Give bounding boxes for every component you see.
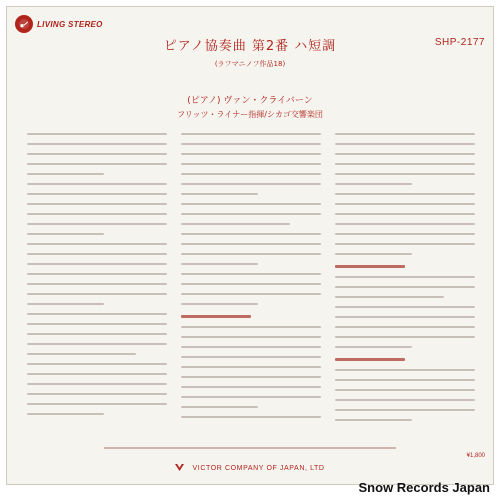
victor-mark-icon (175, 456, 184, 463)
body-text-line (335, 389, 475, 391)
body-text-line (335, 296, 444, 298)
body-text-line (181, 203, 321, 205)
body-text-line (181, 396, 321, 398)
body-text-line (335, 153, 475, 155)
body-text-line (181, 406, 258, 408)
body-text-line (27, 263, 167, 265)
body-text-line (335, 243, 475, 245)
body-text-line (27, 203, 167, 205)
watermark: Snow Records Japan (358, 480, 490, 495)
body-text-line (27, 253, 167, 255)
body-text-line (335, 193, 475, 195)
body-text-line (27, 343, 167, 345)
body-text-line (335, 173, 475, 175)
body-text-line (335, 306, 475, 308)
liner-notes-column-3 (335, 133, 475, 431)
body-text-line (181, 293, 321, 295)
body-text-line (181, 386, 321, 388)
body-text-line (27, 143, 167, 145)
footer-notice-line (104, 447, 396, 449)
liner-notes-column-2 (181, 133, 321, 431)
body-text-line (27, 243, 167, 245)
body-text-line (335, 253, 412, 255)
body-text-line (335, 133, 475, 135)
body-text-line (27, 323, 167, 325)
body-text-line (27, 133, 167, 135)
body-text-line (181, 143, 321, 145)
label-logo-text: LIVING STEREO (37, 19, 103, 29)
conductor-credit: フリッツ・ライナー指揮/シカゴ交響楽団 (177, 110, 323, 119)
body-text-line (181, 253, 321, 255)
body-text-line (181, 326, 321, 328)
body-text-line (27, 413, 104, 415)
body-text-line (27, 313, 167, 315)
body-text-line (27, 353, 136, 355)
body-text-line (27, 303, 104, 305)
body-text-line (181, 366, 321, 368)
section-heading-line (335, 265, 405, 268)
body-text-line (27, 193, 167, 195)
body-text-line (181, 233, 321, 235)
body-text-line (27, 293, 167, 295)
body-text-line (335, 369, 475, 371)
body-text-line (27, 213, 167, 215)
body-text-line (27, 163, 167, 165)
body-text-line (181, 173, 321, 175)
liner-notes-body (27, 133, 475, 431)
album-title: ピアノ協奏曲 第2番 ハ短調 (163, 39, 337, 54)
body-text-line (27, 363, 167, 365)
body-text-line (335, 286, 475, 288)
body-text-line (335, 346, 412, 348)
body-text-line (181, 376, 321, 378)
body-text-line (335, 409, 475, 411)
company-name: VICTOR COMPANY OF JAPAN, LTD (192, 465, 325, 472)
body-text-line (181, 346, 321, 348)
body-text-line (335, 336, 475, 338)
body-text-line (181, 163, 321, 165)
body-text-line (181, 336, 321, 338)
body-text-line (181, 193, 258, 195)
body-text-line (181, 356, 321, 358)
body-text-line (27, 333, 167, 335)
body-text-line (335, 276, 475, 278)
body-text-line (27, 223, 167, 225)
soloist-credit: (ピアノ) ヴァン・クライバーン (187, 96, 313, 106)
body-text-line (181, 303, 258, 305)
body-text-line (27, 403, 167, 405)
body-text-line (181, 223, 290, 225)
body-text-line (335, 399, 475, 401)
body-text-line (27, 373, 167, 375)
body-text-line (27, 173, 104, 175)
body-text-line (335, 316, 475, 318)
body-text-line (335, 143, 475, 145)
body-text-line (181, 183, 321, 185)
section-heading-line (181, 315, 251, 318)
section-heading-line (335, 358, 405, 361)
body-text-line (335, 326, 475, 328)
body-text-line (335, 223, 475, 225)
body-text-line (335, 419, 412, 421)
footer (7, 447, 493, 474)
body-text-line (181, 243, 321, 245)
body-text-line (181, 416, 321, 418)
body-text-line (335, 183, 412, 185)
body-text-line (335, 213, 475, 215)
body-text-line (181, 213, 321, 215)
body-text-line (335, 379, 475, 381)
body-text-line (27, 393, 167, 395)
label-logo (15, 15, 103, 33)
body-text-line (181, 263, 258, 265)
body-text-line (27, 183, 167, 185)
body-text-line (181, 153, 321, 155)
body-text-line (335, 203, 475, 205)
price: ¥1,800 (466, 453, 485, 459)
insert-sheet (6, 6, 494, 485)
body-text-line (181, 133, 321, 135)
liner-notes-column-1 (27, 133, 167, 431)
dog-listening-icon (15, 15, 33, 33)
body-text-line (27, 153, 167, 155)
album-subtitle: (ラフマニノフ作品18) (214, 60, 286, 68)
body-text-line (27, 383, 167, 385)
body-text-line (335, 233, 475, 235)
catalog-number: SHP-2177 (434, 37, 485, 48)
body-text-line (181, 283, 321, 285)
body-text-line (27, 273, 167, 275)
body-text-line (335, 163, 475, 165)
body-text-line (27, 283, 167, 285)
body-text-line (27, 233, 104, 235)
body-text-line (181, 273, 321, 275)
